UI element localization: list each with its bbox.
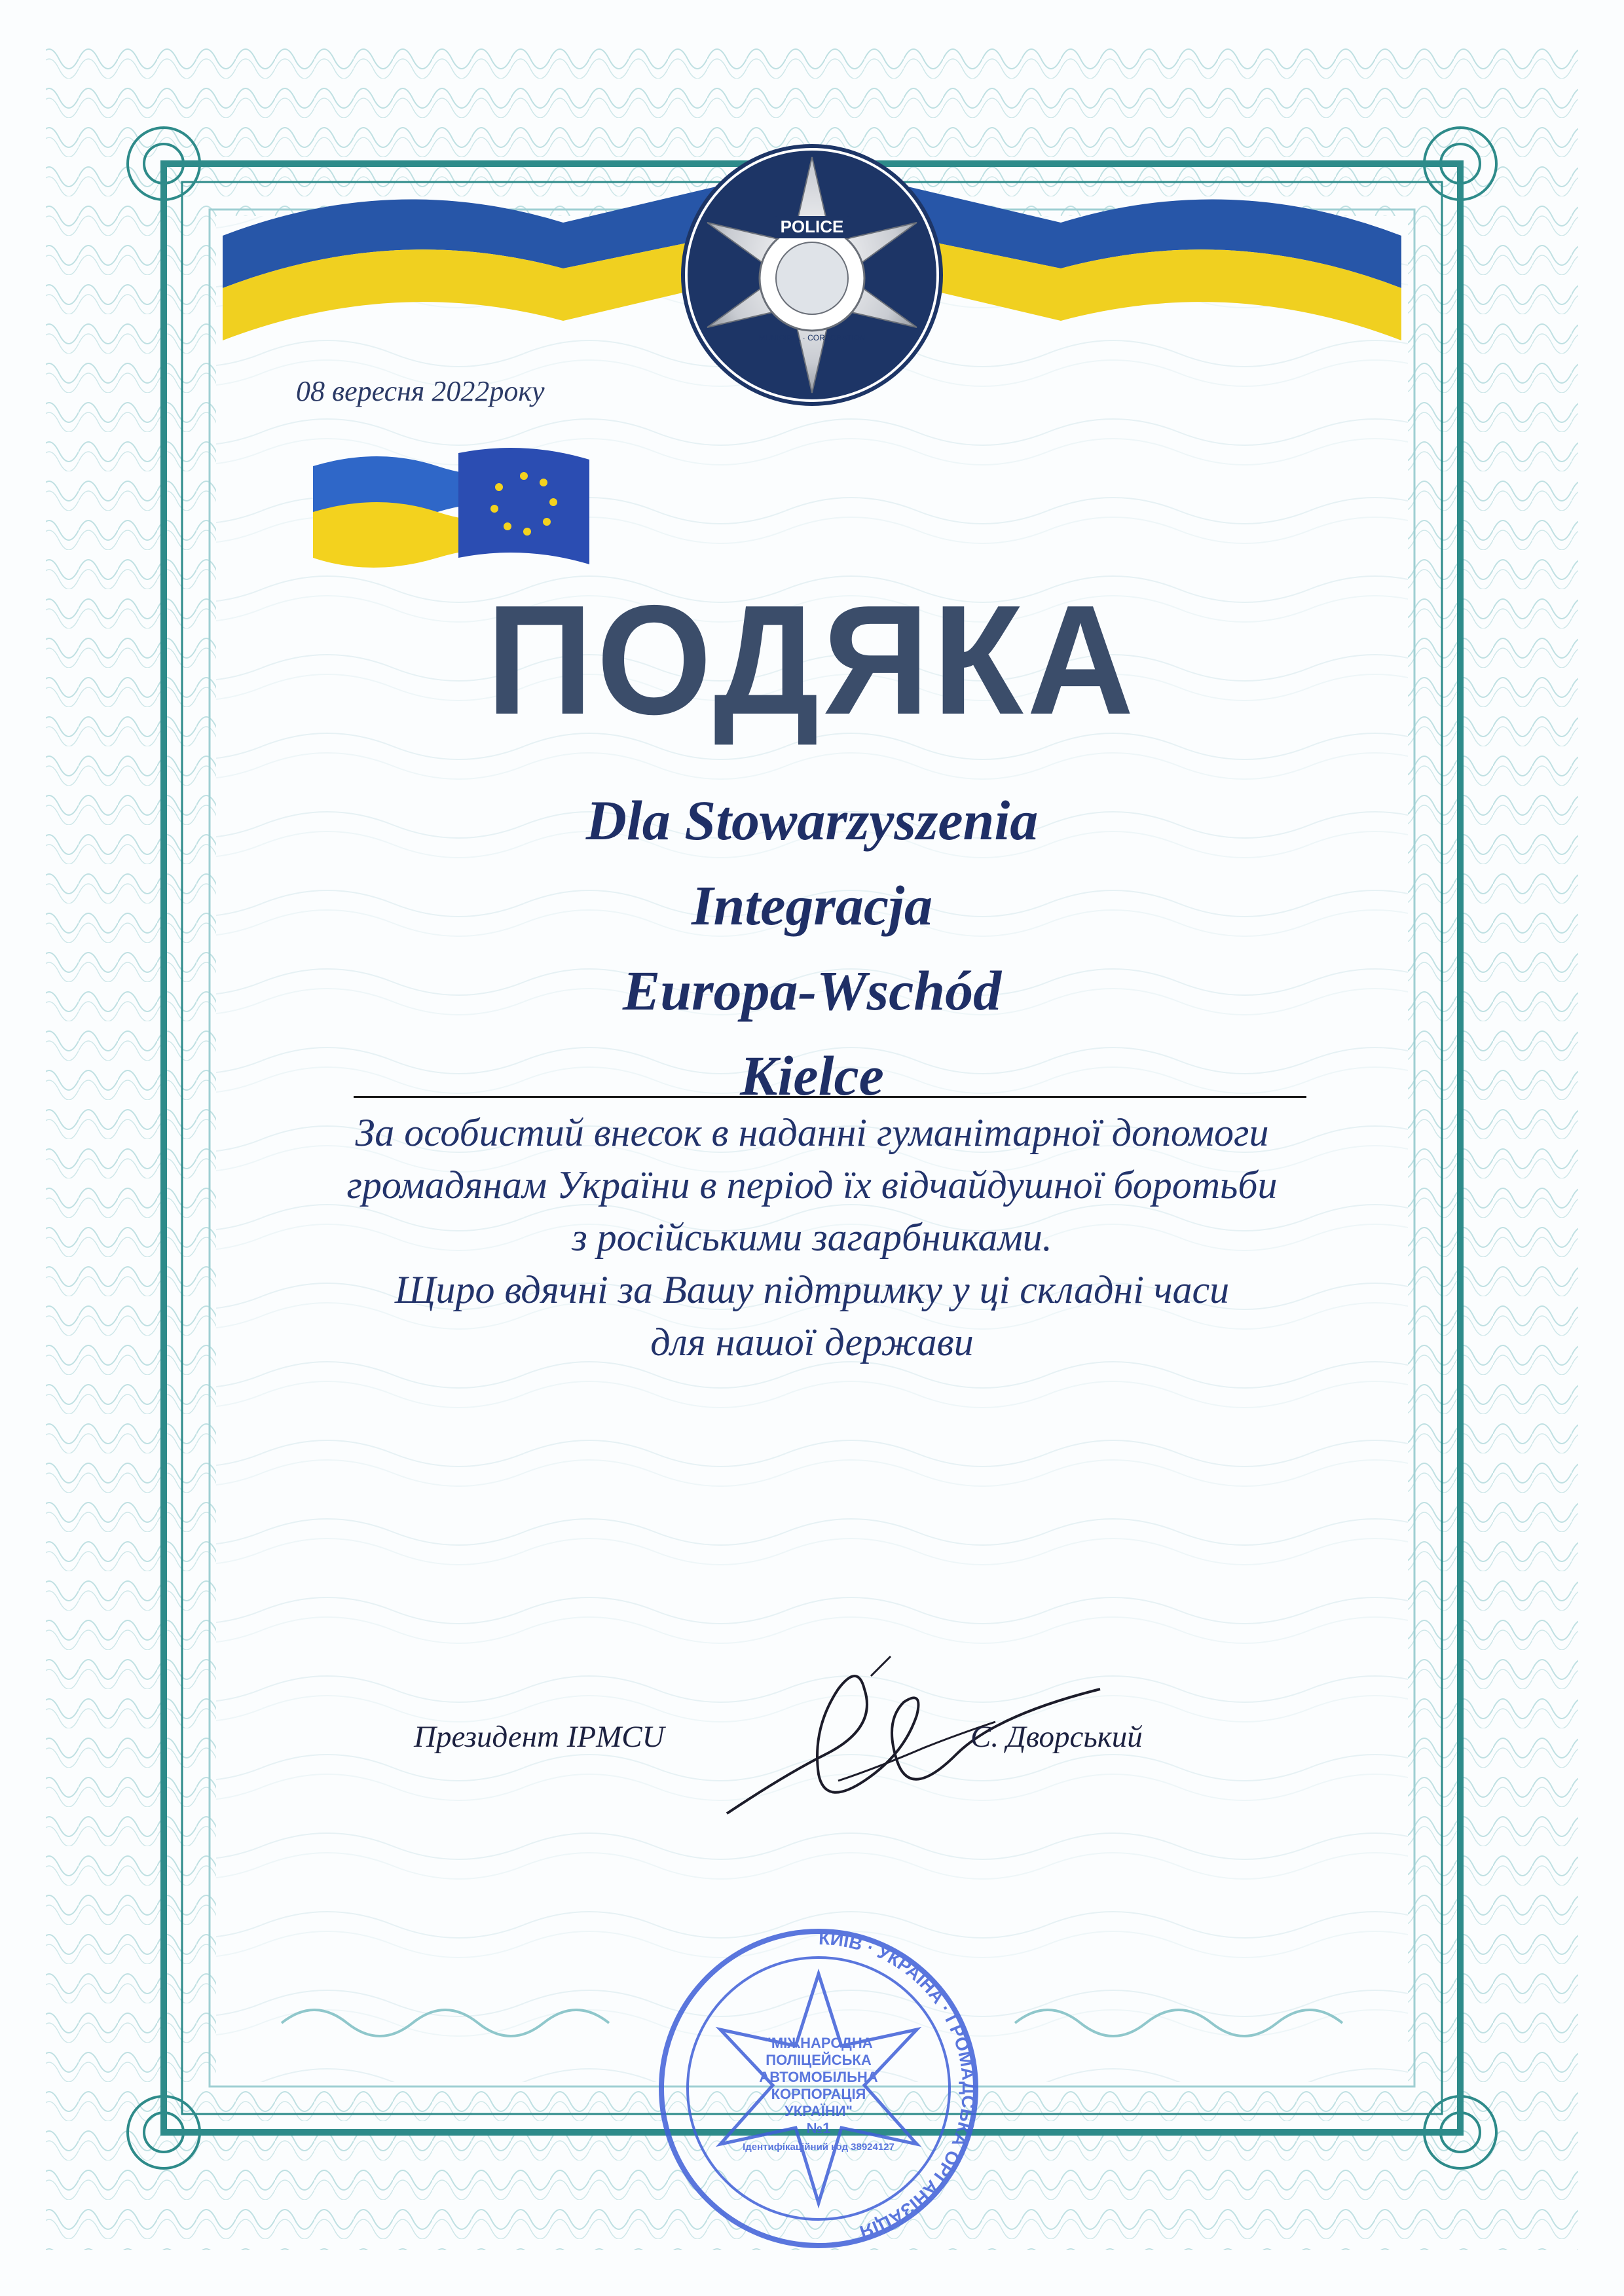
recipient-line: Kielce (740, 1044, 884, 1107)
body-line: Щиро вдячні за Вашу підтримку у ці складні часи (394, 1268, 1230, 1311)
certificate-title: ПОДЯКА (486, 574, 1138, 747)
badge-label: POLICE (780, 217, 844, 236)
recipient-line: Integracja (692, 874, 932, 937)
divider-line (354, 1096, 1306, 1098)
stamp-center-line: №1 (806, 2120, 831, 2136)
stamp-center-line: АВТОМОБІЛЬНА (759, 2069, 878, 2085)
recipient-line: Dla Stowarzyszenia (585, 789, 1039, 852)
signatory-role: Президент IPMCU (414, 1720, 665, 1754)
stamp-center-line: "МІЖНАРОДНА (764, 2035, 873, 2051)
document-date: 08 вересня 2022року (296, 375, 545, 407)
stamp-center-line: УКРАЇНИ" (784, 2103, 853, 2119)
recipient-block (0, 778, 1624, 1118)
body-line: громадянам України в період їх відчайдушної боротьби (346, 1163, 1278, 1207)
badge-inner-label: MUNICIPAL · CORPORATION (758, 333, 866, 342)
body-line: За особистий внесок в наданні гуманітарної допомоги (355, 1111, 1269, 1154)
gratitude-text (196, 1106, 1428, 1368)
stamp-center-line: КОРПОРАЦІЯ (771, 2086, 866, 2102)
official-stamp-icon (655, 1925, 982, 2252)
stamp-center-line: ПОЛІЦЕЙСЬКА (766, 2052, 872, 2068)
body-line: з російськими загарбниками. (572, 1216, 1052, 1259)
signatory-name: С. Дворський (970, 1720, 1143, 1754)
body-line: для нашої держави (650, 1321, 974, 1364)
stamp-code: Ідентифікаційний код 38924127 (743, 2141, 895, 2153)
recipient-line: Europa-Wschód (622, 959, 1002, 1022)
eu-flag-icon (452, 440, 596, 577)
police-star-badge-icon (674, 137, 950, 412)
stamp-ring-text: КИЇВ · УКРАЇНА · ГРОМАДСЬКА ОРГАНІЗАЦІЯ (818, 1927, 979, 2243)
